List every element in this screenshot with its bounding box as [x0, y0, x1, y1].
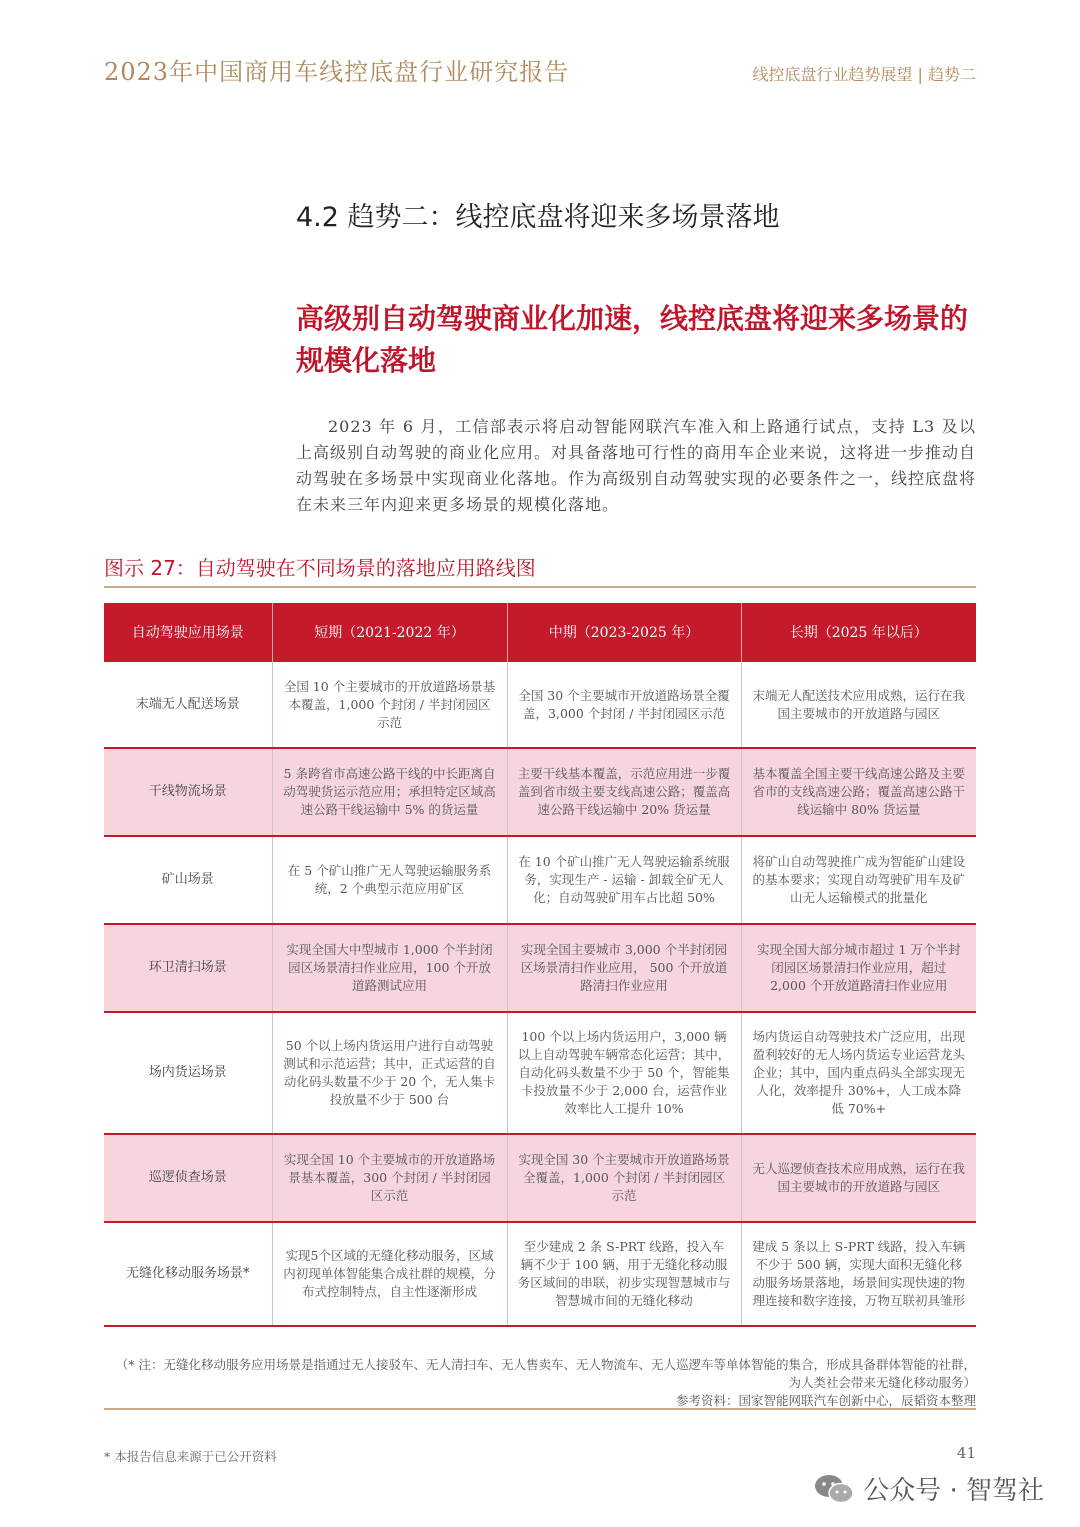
- table-row: [104, 748, 976, 836]
- figure-title: 图示 27：自动驾驶在不同场景的落地应用路线图: [104, 556, 536, 580]
- short-term-cell: 实现全国大中型城市 1,000 个半封闭园区场景清扫作业应用，100 个开放道路测试应用: [272, 924, 507, 1012]
- mid-term-cell: 至少建成 2 条 S-PRT 线路，投入车辆不少于 100 辆，用于无缝化移动服务区域间的串联，初步实现智慧城市与智慧城市间的无缝化移动: [507, 1222, 741, 1326]
- scene-cell: 矿山场景: [104, 836, 272, 924]
- report-title: 2023年中国商用车线控底盘行业研究报告: [104, 58, 570, 86]
- long-term-cell: 基本覆盖全国主要干线高速公路及主要省市的支线高速公路；覆盖高速公路干线运输中 80% 货运量: [741, 748, 976, 836]
- long-term-cell: 末端无人配送技术应用成熟，运行在我国主要城市的开放道路与园区: [741, 662, 976, 748]
- mid-term-cell: 实现全国 30 个主要城市开放道路场景全覆盖，1,000 个封闭 / 半封闭园区示范: [507, 1134, 741, 1222]
- figure-note: [104, 1356, 976, 1410]
- section-tag: 线控底盘行业趋势展望 | 趋势二: [752, 65, 976, 84]
- scene-cell: 巡逻侦查场景: [104, 1134, 272, 1222]
- table-row: [104, 924, 976, 1012]
- long-term-cell: 场内货运自动驾驶技术广泛应用，出现盈利较好的无人场内货运专业运营龙头企业；其中，国内重点码头全部实现无人化，效率提升 30%+，人工成本降低 70%+: [741, 1012, 976, 1134]
- figure-top-rule: [104, 586, 976, 588]
- table-row: [104, 1134, 976, 1222]
- table-row: [104, 836, 976, 924]
- mid-term-cell: 在 10 个矿山推广无人驾驶运输系统服务，实现生产 - 运输 - 卸载全矿无人化；自动驾驶矿用车占比超 50%: [507, 836, 741, 924]
- short-term-cell: 全国 10 个主要城市的开放道路场景基本覆盖，1,000 个封闭 / 半封闭园区示范: [272, 662, 507, 748]
- wechat-icon: [813, 1472, 855, 1506]
- header-short-term: 短期（2021-2022 年）: [272, 603, 507, 662]
- page-number: 41: [956, 1444, 976, 1462]
- header-scene: 自动驾驶应用场景: [104, 603, 272, 662]
- body-paragraph: 2023 年 6 月，工信部表示将启动智能网联汽车准入和上路通行试点，支持 L3 及以上高级别自动驾驶的商业化应用。对具备落地可行性的商用车企业来说，这将进一步推动自动驾驶在多场景中实现商业化落地。作为高级别自动驾驶实现的必要条件之一，线控底盘将在未来三年内迎来更多场景的规模化落地。: [296, 417, 977, 514]
- mid-term-cell: 全国 30 个主要城市开放道路场景全覆盖，3,000 个封闭 / 半封闭园区示范: [507, 662, 741, 748]
- short-term-cell: 在 5 个矿山推广无人驾驶运输服务系统，2 个典型示范应用矿区: [272, 836, 507, 924]
- wechat-label: 公众号 · 智驾社: [863, 1476, 1044, 1506]
- roadmap-table: [104, 603, 976, 1327]
- short-term-cell: 50 个以上场内货运用户进行自动驾驶测试和示范运营；其中，正式运营的自动化码头数量不少于 20 个，无人集卡投放量不少于 500 台: [272, 1012, 507, 1134]
- long-term-cell: 建成 5 条以上 S-PRT 线路，投入车辆不少于 500 辆，实现大面积无缝化移动服务场景落地，场景间实现快速的物理连接和数字连接，万物互联初具雏形: [741, 1222, 976, 1326]
- scene-cell: 场内货运场景: [104, 1012, 272, 1134]
- short-term-cell: 实现5个区域的无缝化移动服务，区域内初现单体智能集合成社群的规模，分布式控制特点，自主性逐渐形成: [272, 1222, 507, 1326]
- table-row: [104, 662, 976, 748]
- section-title: 4.2 趋势二：线控底盘将迎来多场景落地: [296, 202, 780, 233]
- header-mid-term: 中期（2023-2025 年）: [507, 603, 741, 662]
- mid-term-cell: 实现全国主要城市 3,000 个半封闭园区场景清扫作业应用， 500 个开放道路清扫作业应用: [507, 924, 741, 1012]
- footer-rule: [104, 1408, 976, 1410]
- short-term-cell: 5 条跨省市高速公路干线的中长距离自动驾驶货运示范应用；承担特定区域高速公路干线运输中 5% 的货运量: [272, 748, 507, 836]
- long-term-cell: 将矿山自动驾驶推广成为智能矿山建设的基本要求；实现自动驾驶矿用车及矿山无人运输模式的批量化: [741, 836, 976, 924]
- scene-cell: 无缝化移动服务场景*: [104, 1222, 272, 1326]
- footnote-text: （* 注：无缝化移动服务应用场景是指通过无人接驳车、无人清扫车、无人售卖车、无人物流车、无人巡逻车等单体智能的集合，形成具备群体智能的社群，为人类社会带来无缝化移动服务）: [115, 1357, 976, 1390]
- header-long-term: 长期（2025 年以后）: [741, 603, 976, 662]
- table-row: [104, 1222, 976, 1326]
- short-term-cell: 实现全国 10 个主要城市的开放道路场景基本覆盖，300 个封闭 / 半封闭园区示范: [272, 1134, 507, 1222]
- scene-cell: 环卫清扫场景: [104, 924, 272, 1012]
- source-text: 参考资料：国家智能网联汽车创新中心，辰韬资本整理: [675, 1393, 976, 1408]
- table-row: [104, 1012, 976, 1134]
- mid-term-cell: 主要干线基本覆盖，示范应用进一步覆盖到省市级主要支线高速公路；覆盖高速公路干线运输中 20% 货运量: [507, 748, 741, 836]
- wechat-watermark: [813, 1470, 1044, 1507]
- table-header-row: [104, 603, 976, 662]
- long-term-cell: 实现全国大部分城市超过 1 万个半封闭园区场景清扫作业应用，超过 2,000 个开放道路清扫作业应用: [741, 924, 976, 1012]
- disclaimer: * 本报告信息来源于已公开资料: [104, 1449, 277, 1464]
- scene-cell: 末端无人配送场景: [104, 662, 272, 748]
- headline: 高级别自动驾驶商业化加速，线控底盘将迎来多场景的规模化落地: [296, 302, 969, 377]
- long-term-cell: 无人巡逻侦查技术应用成熟，运行在我国主要城市的开放道路与园区: [741, 1134, 976, 1222]
- scene-cell: 干线物流场景: [104, 748, 272, 836]
- mid-term-cell: 100 个以上场内货运用户，3,000 辆以上自动驾驶车辆常态化运营；其中，自动化码头数量不少于 50 个，智能集卡投放量不少于 2,000 台，运营作业效率比人工提升 10%: [507, 1012, 741, 1134]
